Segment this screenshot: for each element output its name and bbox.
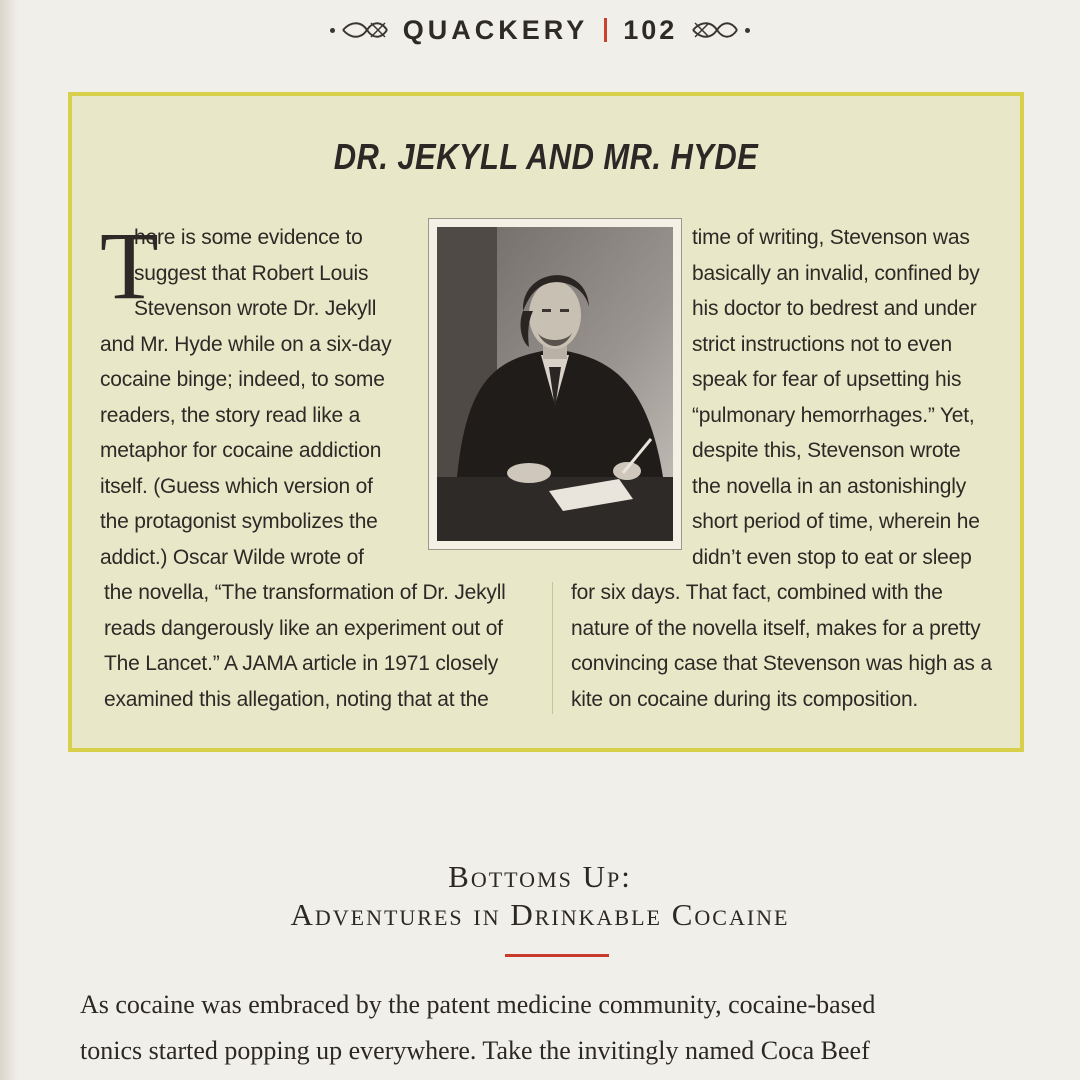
text-line: addict.) Oscar Wilde wrote of: [100, 545, 364, 569]
text-line: The Lancet.” A JAMA article in 1971 closely: [104, 652, 499, 675]
text-line: kite on cocaine during its composition.: [571, 687, 919, 711]
text-line: speak for fear of upsetting his: [692, 368, 962, 391]
sidebar-title: DR. JEKYLL AND MR. HYDE: [333, 136, 759, 177]
text-line: time of writing, Stevenson was: [692, 226, 970, 249]
text-line: metaphor for cocaine addiction: [100, 439, 382, 462]
right-column-bottom: [571, 575, 1011, 717]
drop-cap: T: [100, 212, 159, 319]
text-line: examined this allegation, noting that at the: [104, 687, 489, 711]
text-line: basically an invalid, confined by: [692, 261, 980, 285]
text-line: short period of time, wherein he: [692, 510, 980, 533]
text-line: “pulmonary hemorrhages.” Yet,: [692, 403, 975, 427]
text-line: here is some evidence to: [134, 226, 363, 249]
text-line: suggest that Robert Louis: [134, 261, 369, 285]
text-line: Stevenson wrote Dr. Jekyll: [134, 297, 377, 320]
text-line: didn’t even stop to eat or sleep: [692, 545, 972, 569]
text-line: tonics started popping up everywhere. Take the invitingly named Coca Beef: [80, 1036, 870, 1065]
text-line: nature of the novella itself, makes for a pretty: [571, 616, 981, 640]
knot-ornament-right-icon: [691, 19, 750, 41]
portrait-photo-icon: [437, 227, 673, 541]
text-line: reads dangerously like an experiment out of: [104, 616, 503, 640]
portrait-photo: [428, 218, 682, 550]
text-line: readers, the story read like a: [100, 403, 361, 427]
text-line: strict instructions not to even: [692, 332, 952, 356]
text-line: cocaine binge; indeed, to some: [100, 368, 385, 391]
knot-ornament-left-icon: [330, 19, 389, 41]
section-heading-line-1: Bottoms Up:: [448, 859, 632, 894]
book-title: QUACKERY: [402, 14, 589, 45]
text-line: As cocaine was embraced by the patent medicine community, cocaine-based: [80, 990, 876, 1019]
running-head: [0, 10, 1080, 50]
text-line: the protagonist symbolizes the: [100, 510, 378, 533]
section-heading: [0, 858, 1080, 934]
section-heading-line-2: Adventures in Drinkable Cocaine: [290, 897, 790, 932]
text-line: convincing case that Stevenson was high as a: [571, 652, 992, 675]
text-line: despite this, Stevenson wrote: [692, 439, 961, 462]
sidebar-box: [68, 92, 1024, 752]
text-line: and Mr. Hyde while on a six-day: [100, 332, 392, 356]
body-paragraph: [80, 982, 1040, 1074]
header-separator: [604, 18, 607, 42]
section-rule: [505, 954, 609, 957]
column-divider: [552, 582, 553, 714]
text-line: itself. (Guess which version of: [100, 474, 373, 498]
left-column-bottom: [104, 575, 544, 717]
right-column-top: [692, 220, 1012, 575]
text-line: for six days. That fact, combined with the: [571, 581, 943, 604]
text-line: the novella, “The transformation of Dr. Jekyll: [104, 581, 506, 604]
text-line: his doctor to bedrest and under: [692, 297, 977, 320]
text-line: the novella in an astonishingly: [692, 474, 966, 498]
left-column-top: [100, 212, 430, 575]
page-number: 102: [623, 14, 678, 45]
